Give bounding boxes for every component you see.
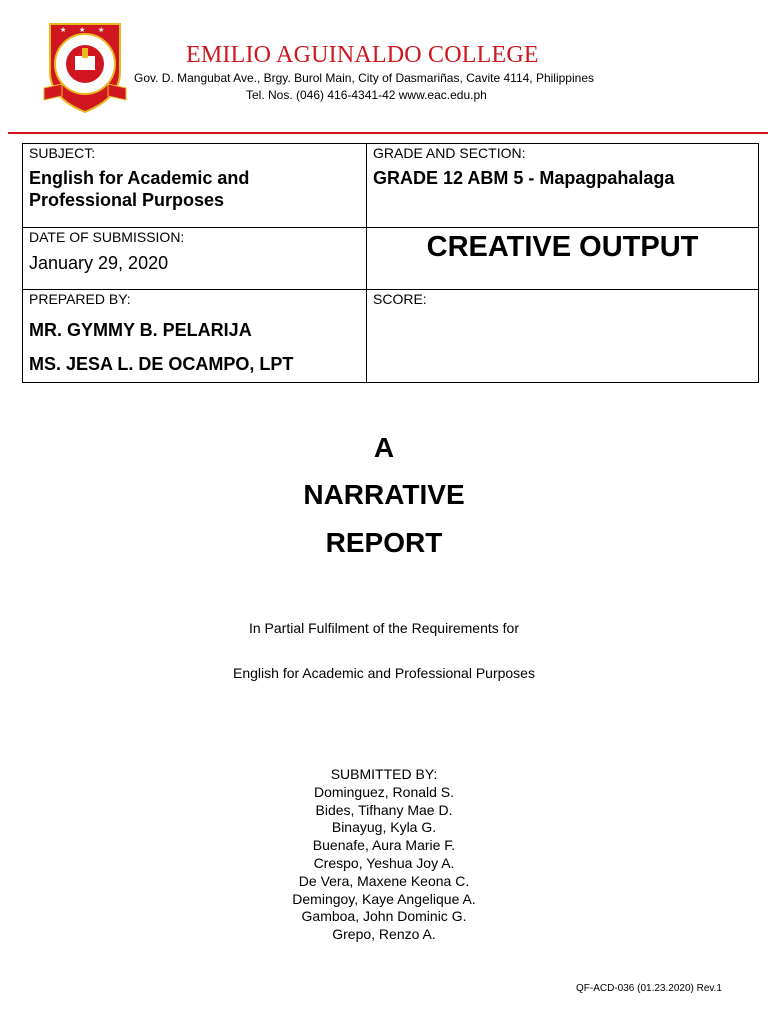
list-item: Binayug, Kyla G. [331, 819, 437, 836]
form-code: QF-ACD-036 (01.23.2020) Rev.1 [576, 983, 722, 994]
report-title-line2: NARRATIVE [303, 479, 465, 510]
date-cell [23, 228, 367, 290]
report-title-line1: A [373, 432, 395, 463]
subject-label: SUBJECT: [29, 145, 96, 161]
college-contact: Tel. Nos. (046) 416-4341-42 www.eac.edu.ph [246, 88, 487, 102]
list-item: Bides, Tifhany Mae D. [315, 801, 453, 818]
list-item: Buenafe, Aura Marie F. [312, 837, 456, 854]
prepared-cell [23, 290, 367, 383]
course-text: English for Academic and Professional Purposes [233, 665, 535, 681]
submitted-by-list [0, 766, 768, 944]
svg-text:★: ★ [79, 27, 86, 34]
score-label: SCORE: [373, 291, 427, 307]
list-item: Demingoy, Kaye Angelique A. [292, 890, 476, 907]
college-name: EMILIO AGUINALDO COLLEGE [186, 42, 539, 68]
svg-text:★: ★ [60, 27, 67, 34]
prepared-names: MR. GYMMY B. PELARIJA MS. JESA L. DE OCAMPO, LPT [29, 320, 294, 374]
grade-label: GRADE AND SECTION: [373, 145, 526, 161]
date-label: DATE OF SUBMISSION: [29, 229, 185, 245]
submitted-by-label: SUBMITTED BY: [330, 766, 438, 782]
subject-value: English for Academic and Professional Purposes [29, 168, 250, 210]
letterhead [0, 0, 768, 132]
college-seal-logo [42, 18, 128, 114]
header-divider [8, 132, 768, 134]
output-title: CREATIVE OUTPUT [426, 231, 699, 263]
list-item: Crespo, Yeshua Joy A. [313, 854, 455, 871]
list-item: Dominguez, Ronald S. [313, 783, 455, 800]
score-cell [367, 290, 759, 383]
date-value: January 29, 2020 [29, 253, 169, 273]
svg-text:★: ★ [98, 27, 105, 34]
list-item: De Vera, Maxene Keona C. [298, 872, 470, 889]
subject-cell [23, 144, 367, 228]
college-address: Gov. D. Mangubat Ave., Brgy. Burol Main, City of Dasmariñas, Cavite 4114, Philippines [134, 71, 594, 85]
grade-value: GRADE 12 ABM 5 - Mapagpahalaga [373, 168, 675, 188]
list-item: Gamboa, John Dominic G. [301, 908, 467, 925]
output-title-cell [367, 228, 759, 290]
list-item: Grepo, Renzo A. [332, 926, 436, 943]
fulfilment-text: In Partial Fulfilment of the Requirements for [248, 620, 519, 636]
grade-cell [367, 144, 759, 228]
prepared-label: PREPARED BY: [29, 291, 131, 307]
report-title-line3: REPORT [325, 527, 443, 558]
info-table [22, 143, 759, 383]
